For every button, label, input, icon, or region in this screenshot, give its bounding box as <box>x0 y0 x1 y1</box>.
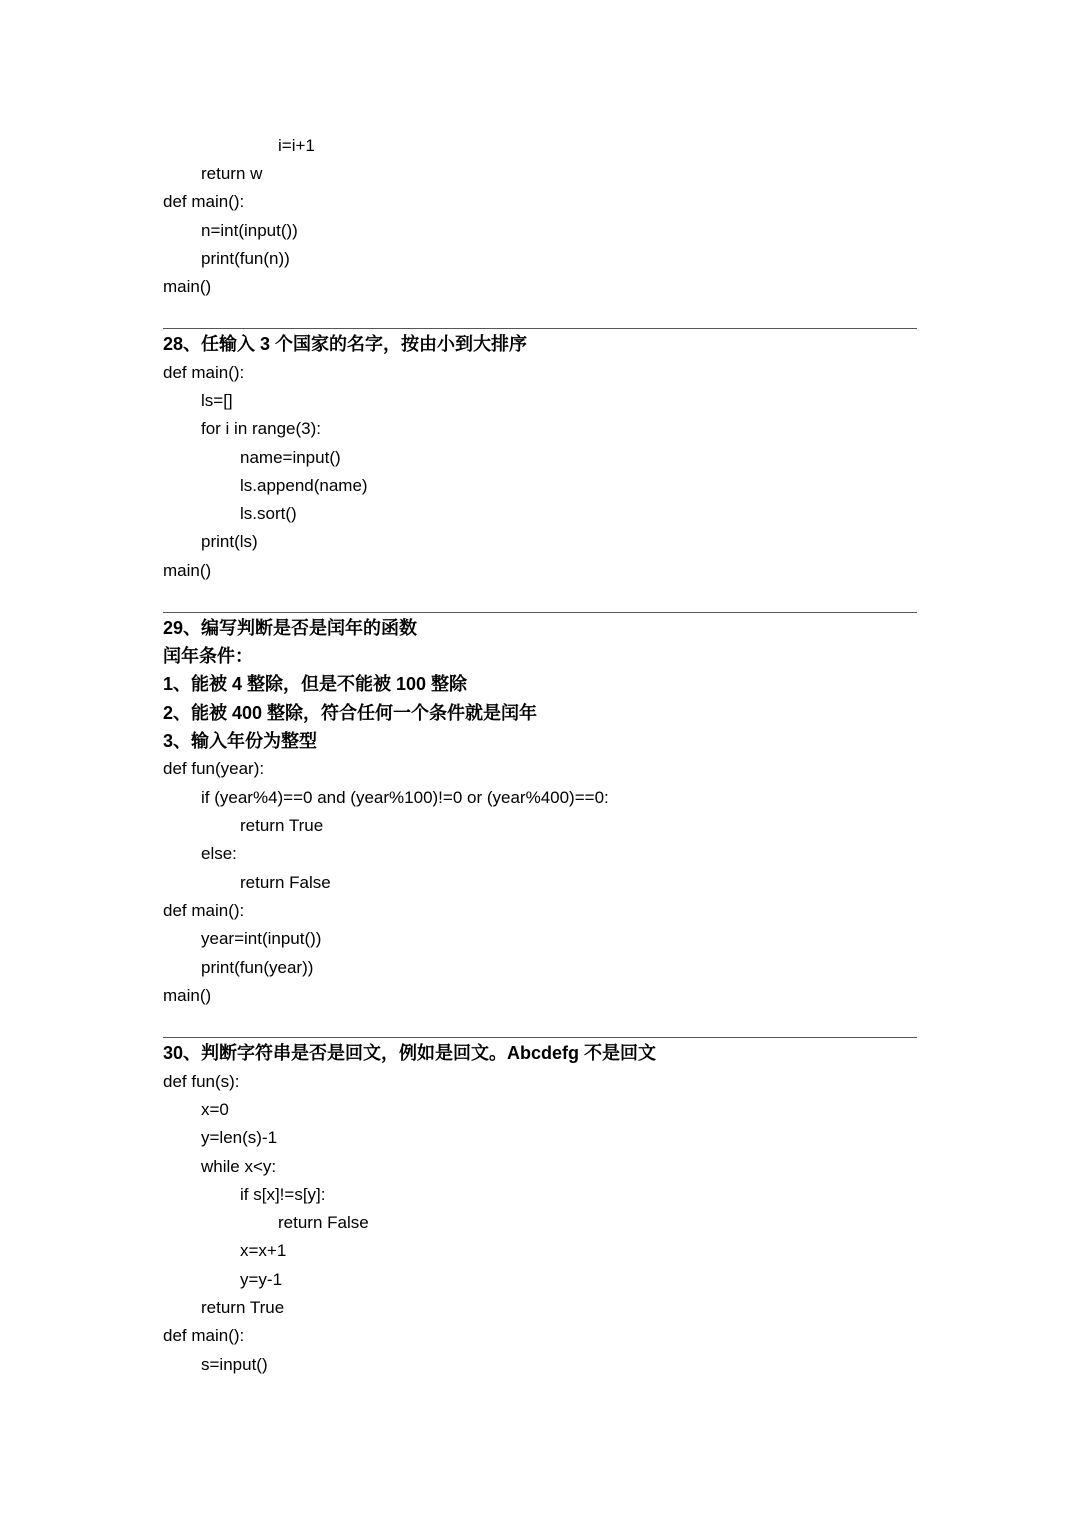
question-28-heading: 28、任输入 3 个国家的名字，按由小到大排序 <box>163 334 528 354</box>
code-line: return True <box>240 816 324 835</box>
section-divider <box>163 612 917 613</box>
code-line: def fun(s): <box>163 1072 240 1091</box>
question-30-heading: 30、判断字符串是否是回文，例如是回文。Abcdefg 不是回文 <box>163 1043 657 1063</box>
code-line: year=int(input()) <box>201 929 322 948</box>
code-line: main() <box>163 986 212 1005</box>
code-line: print(fun(n)) <box>201 249 290 268</box>
section-divider <box>163 328 917 329</box>
code-line: for i in range(3): <box>201 419 321 438</box>
code-line: if (year%4)==0 and (year%100)!=0 or (year%400)==0: <box>201 788 609 807</box>
code-line: x=0 <box>201 1100 229 1119</box>
code-line: ls.append(name) <box>240 476 368 495</box>
code-line: y=len(s)-1 <box>201 1128 278 1147</box>
code-line: main() <box>163 561 212 580</box>
code-line: s=input() <box>201 1355 268 1374</box>
code-line: ls=[] <box>201 391 233 410</box>
code-line: return True <box>201 1298 285 1317</box>
code-line: name=input() <box>240 448 341 467</box>
code-line: x=x+1 <box>240 1241 287 1260</box>
note-line: 1、能被 4 整除，但是不能被 100 整除 <box>163 674 468 694</box>
code-line: main() <box>163 277 212 296</box>
code-line: if s[x]!=s[y]: <box>240 1185 326 1204</box>
note-line: 闰年条件： <box>163 646 253 666</box>
code-line: y=y-1 <box>240 1270 283 1289</box>
code-line: ls.sort() <box>240 504 297 523</box>
note-line: 3、输入年份为整型 <box>163 731 318 751</box>
code-line: def main(): <box>163 901 245 920</box>
code-line: return False <box>240 873 331 892</box>
code-line: print(fun(year)) <box>201 958 314 977</box>
code-line: def main(): <box>163 1326 245 1345</box>
note-line: 2、能被 400 整除，符合任何一个条件就是闰年 <box>163 703 538 723</box>
code-line: def main(): <box>163 363 245 382</box>
code-line: return w <box>201 164 263 183</box>
code-line: return False <box>278 1213 369 1232</box>
code-line: n=int(input()) <box>201 221 298 240</box>
section-divider <box>163 1037 917 1038</box>
code-line: print(ls) <box>201 532 258 551</box>
code-line: def fun(year): <box>163 759 265 778</box>
code-line: i=i+1 <box>278 136 315 155</box>
question-29-heading: 29、编写判断是否是闰年的函数 <box>163 618 418 638</box>
code-line: while x<y: <box>201 1157 277 1176</box>
code-line: else: <box>201 844 237 863</box>
code-line: def main(): <box>163 192 245 211</box>
